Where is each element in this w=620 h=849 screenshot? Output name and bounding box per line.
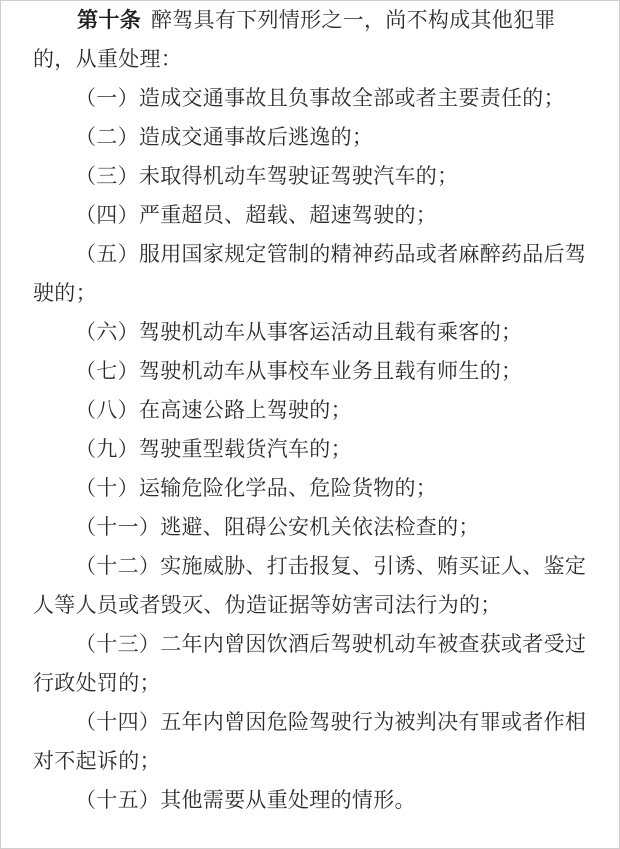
article-heading: 醉驾具有下列情形之一，尚不构成其他犯罪的，从重处理： xyxy=(33,8,556,71)
list-item: （六）驾驶机动车从事客运活动且载有乘客的； xyxy=(75,320,523,344)
list-item: （十五）其他需要从重处理的情形。 xyxy=(75,788,416,812)
list-item: （二）造成交通事故后逃逸的； xyxy=(75,125,374,149)
list-item: （一）造成交通事故且负事故全部或者主要责任的； xyxy=(75,86,565,110)
list-item: （十一）逃避、阻碍公安机关依法检查的； xyxy=(75,515,480,539)
list-item: （九）驾驶重型载货汽车的； xyxy=(75,437,352,461)
list-item: （四）严重超员、超载、超速驾驶的； xyxy=(75,203,438,227)
list-item: （十）运输危险化学品、危险货物的； xyxy=(75,476,438,500)
document-body xyxy=(33,1,593,820)
list-item: （十三）二年内曾因饮酒后驾驶机动车被查获或者受过行政处罚的； xyxy=(33,632,587,695)
list-item: （五）服用国家规定管制的精神药品或者麻醉药品后驾驶的； xyxy=(33,242,587,305)
list-item: （八）在高速公路上驾驶的； xyxy=(75,398,352,422)
list-item: （七）驾驶机动车从事校车业务且载有师生的； xyxy=(75,359,523,383)
list-item: （十四）五年内曾因危险驾驶行为被判决有罪或者作相对不起诉的； xyxy=(33,710,587,773)
article-paragraph xyxy=(33,1,593,79)
list-item: （三）未取得机动车驾驶证驾驶汽车的； xyxy=(75,164,459,188)
list-item: （十二）实施威胁、打击报复、引诱、贿买证人、鉴定人等人员或者毁灭、伪造证据等妨害司法行为的； xyxy=(33,554,587,617)
article-number: 第十条 xyxy=(77,8,141,32)
